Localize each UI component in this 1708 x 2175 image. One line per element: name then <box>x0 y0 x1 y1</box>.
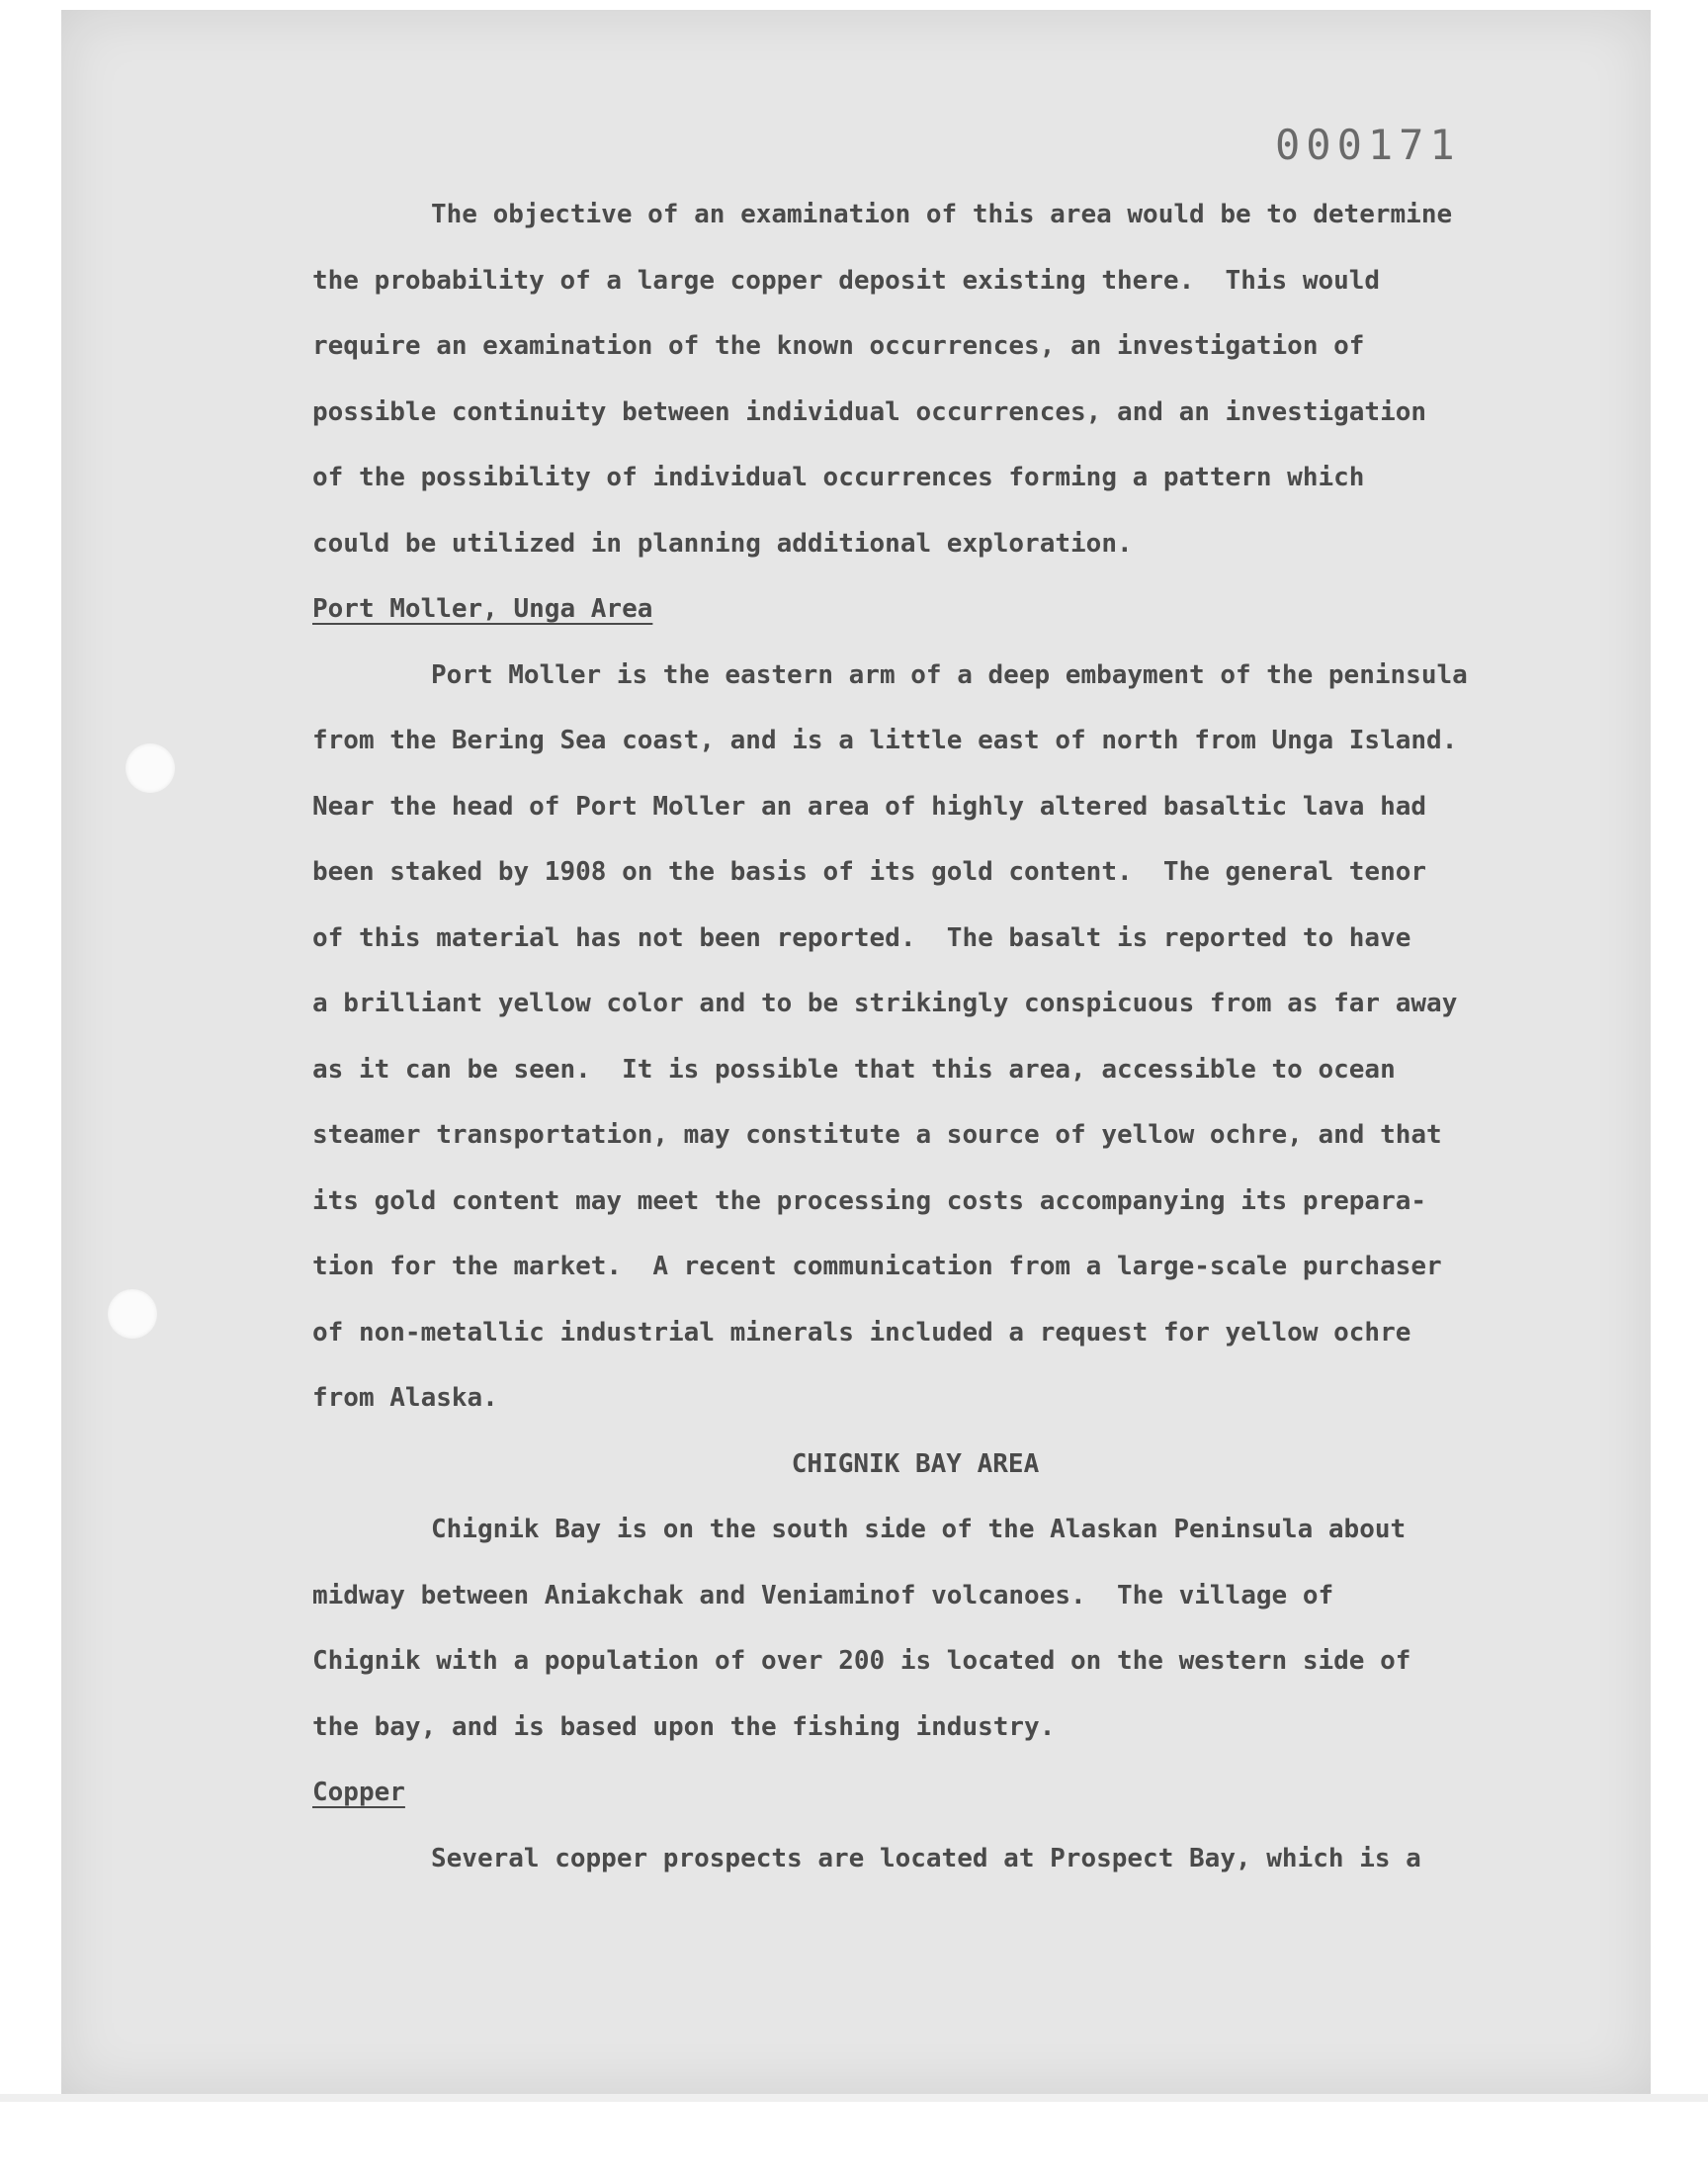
document-body <box>312 182 1538 1891</box>
body-line: require an examination of the known occurrences, an investigation of <box>312 331 1365 361</box>
body-line: The objective of an examination of this area would be to determine <box>431 200 1453 229</box>
body-line: Near the head of Port Moller an area of highly altered basaltic lava had <box>312 791 1427 822</box>
section-heading-text: Port Moller, Unga Area <box>312 594 653 624</box>
body-line: midway between Aniakchak and Veniaminof volcanoes. The village of <box>312 1580 1334 1610</box>
body-line: steamer transportation, may constitute a source of yellow ochre, and that <box>312 1120 1442 1150</box>
body-line: of this material has not been reported. The basalt is reported to have <box>312 922 1411 953</box>
body-line: from the Bering Sea coast, and is a little east of north from Unga Island. <box>312 726 1458 755</box>
body-line: could be utilized in planning additional exploration. <box>312 528 1133 559</box>
section-heading-text: Copper <box>312 1778 405 1807</box>
body-line: Chignik Bay is on the south side of the Alaskan Peninsula about <box>431 1515 1407 1544</box>
punch-hole <box>126 743 175 793</box>
body-line: of non-metallic industrial minerals included a request for yellow ochre <box>312 1317 1411 1348</box>
section-heading-chignik-bay: CHIGNIK BAY AREA <box>791 1448 1040 1479</box>
body-line: Chignik with a population of over 200 is located on the western side of <box>312 1646 1411 1676</box>
page-number: 000171 <box>1275 121 1461 169</box>
body-line: Port Moller is the eastern arm of a deep embayment of the peninsula <box>431 659 1468 690</box>
body-line: Several copper prospects are located at Prospect Bay, which is a <box>431 1843 1421 1873</box>
body-line: been staked by 1908 on the basis of its gold content. The general tenor <box>312 857 1427 887</box>
body-line: of the possibility of individual occurrences forming a pattern which <box>312 463 1365 492</box>
body-line: a brilliant yellow color and to be strikingly conspicuous from as far away <box>312 989 1458 1018</box>
section-heading-copper <box>312 1760 1538 1826</box>
body-line: the bay, and is based upon the fishing industry. <box>312 1711 1056 1742</box>
punch-hole <box>108 1289 157 1339</box>
body-line: as it can be seen. It is possible that this area, accessible to ocean <box>312 1054 1396 1085</box>
body-line: possible continuity between individual occurrences, and an investigation <box>312 396 1427 427</box>
section-heading-port-moller <box>312 576 1538 643</box>
body-line: its gold content may meet the processing costs accompanying its prepara- <box>312 1185 1427 1216</box>
body-line: from Alaska. <box>312 1383 498 1413</box>
body-line: the probability of a large copper deposit existing there. This would <box>312 265 1381 296</box>
scan-bottom-edge <box>0 2094 1708 2102</box>
body-line: tion for the market. A recent communication from a large-scale purchaser <box>312 1252 1442 1281</box>
